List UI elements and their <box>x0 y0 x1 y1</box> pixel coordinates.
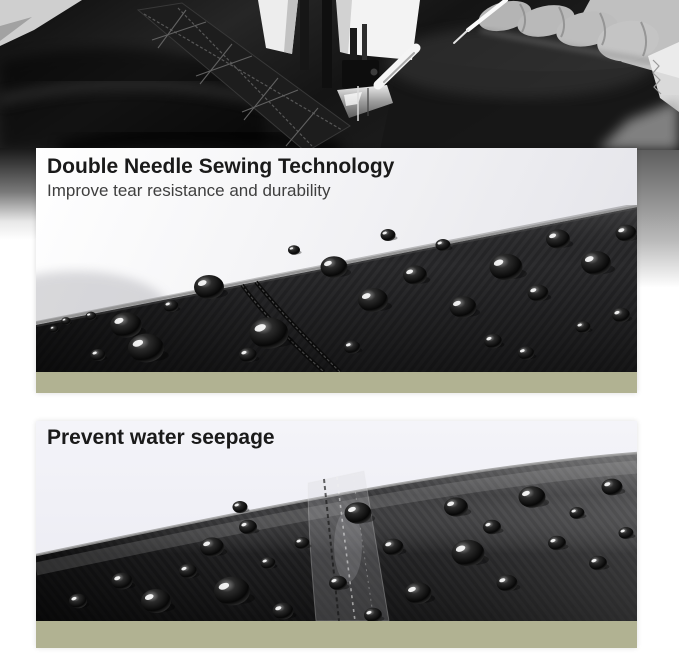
hero-fade-right <box>637 150 679 295</box>
feature1-subtitle: Improve tear resistance and durability <box>47 181 331 200</box>
hero-photo-sewing-machine <box>0 0 679 150</box>
taped-seam-illustration <box>36 451 637 621</box>
accent-bar <box>36 372 637 393</box>
feature1-title: Double Needle Sewing Technology <box>47 155 395 178</box>
accent-bar <box>36 621 637 648</box>
fabric-droplets-illustration <box>36 205 637 372</box>
feature-section-stitching <box>36 148 637 393</box>
feature2-title: Prevent water seepage <box>47 426 275 449</box>
taped-seam-photo <box>36 451 637 621</box>
sewing-machine-illustration <box>0 0 679 150</box>
fabric-droplets-photo <box>36 205 637 372</box>
feature-section-seepage <box>36 421 637 648</box>
hero-fade-left <box>0 148 36 240</box>
